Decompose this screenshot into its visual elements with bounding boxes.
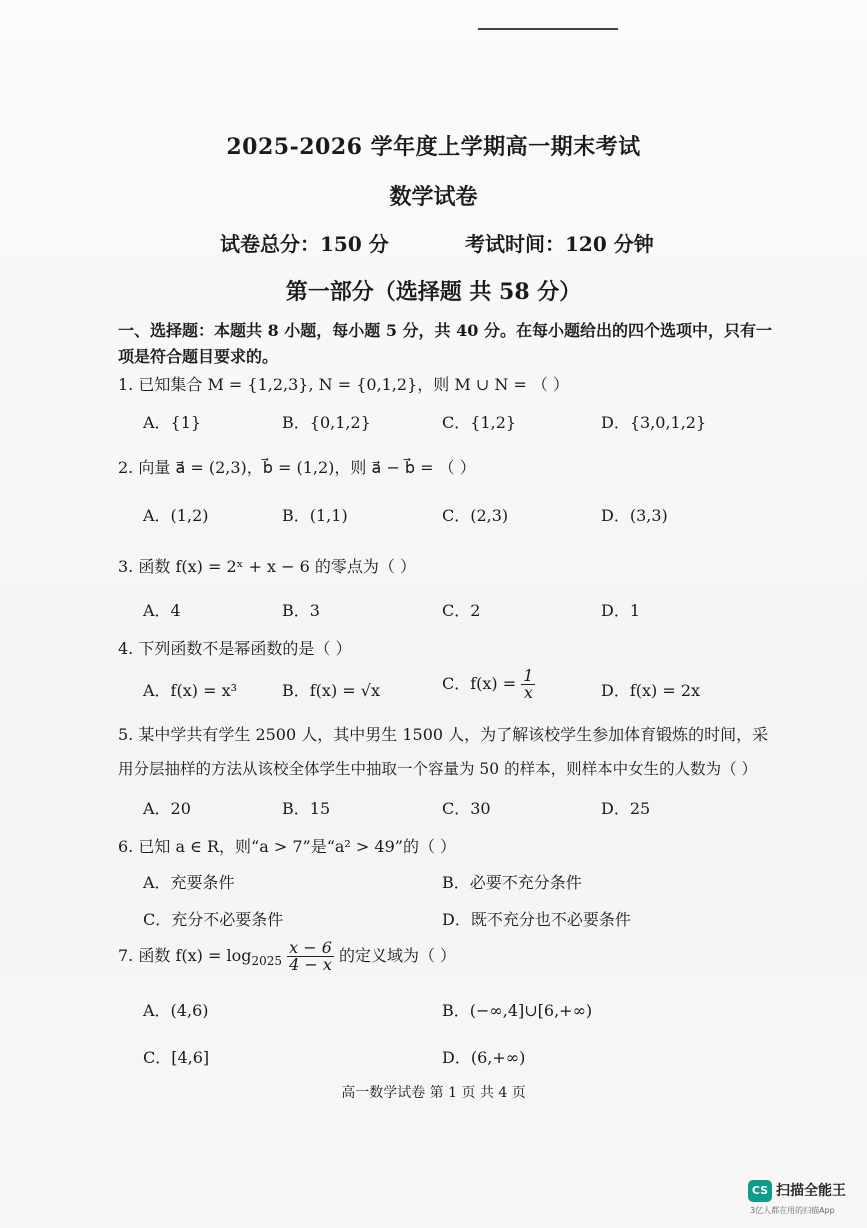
instruction-line-1: 一、选择题：本题共 8 小题，每小题 5 分，共 40 分。在每小题给出的四个选项中，只有一	[118, 321, 772, 340]
question-2-option-b: B．(1,1)	[282, 506, 348, 525]
question-7-fraction	[287, 940, 334, 973]
watermark-tagline: 3亿人都在用的扫描App	[750, 1206, 835, 1215]
section-title: 第一部分（选择题 共 58 分）	[285, 279, 582, 305]
question-6-stem: 6. 已知 a ∈ R，则“a > 7”是“a² > 49”的（ ）	[118, 837, 457, 856]
question-2-option-a: A．(1,2)	[143, 506, 209, 525]
question-3-option-a: A．4	[143, 601, 181, 620]
total-score: 试卷总分：150 分	[220, 232, 389, 256]
question-3-option-b: B．3	[282, 601, 320, 620]
camscanner-logo-icon: CS	[748, 1180, 772, 1202]
question-7-stem-suffix: 的定义域为（ ）	[338, 946, 457, 965]
question-7-option-b: B．(−∞,4]∪[6,+∞)	[442, 1001, 593, 1020]
top-scan-line	[478, 28, 618, 30]
question-1-option-d: D．{3,0,1,2}	[601, 413, 707, 432]
question-7-stem	[118, 940, 456, 973]
question-3-option-c: C．2	[442, 601, 481, 620]
question-7-stem-prefix: 7. 函数 f(x) = log	[118, 946, 252, 965]
question-5-option-b: B．15	[282, 799, 331, 818]
page-footer: 高一数学试卷 第 1 页 共 4 页	[341, 1085, 526, 1101]
question-6-option-c: C．充分不必要条件	[143, 910, 284, 929]
question-7-option-d: D．(6,+∞)	[442, 1048, 526, 1067]
question-6-option-b: B．必要不充分条件	[442, 873, 582, 892]
question-4-option-d: D．f(x) = 2x	[601, 681, 701, 700]
instruction-line-2: 项是符合题目要求的。	[118, 347, 279, 366]
exam-time: 考试时间：120 分钟	[465, 232, 654, 256]
exam-title: 2025-2026 学年度上学期高一期末考试	[226, 134, 641, 160]
fraction-denominator: x	[523, 683, 533, 702]
question-5-stem-line-1: 5. 某中学共有学生 2500 人，其中男生 1500 人，为了解该校学生参加体育锻炼的时间，采	[118, 725, 769, 744]
watermark-name: 扫描全能王	[776, 1183, 846, 1199]
question-4-option-b: B．f(x) = √x	[282, 681, 380, 700]
fraction-numerator: x − 6	[289, 938, 332, 957]
question-1-stem: 1. 已知集合 M = {1,2,3}, N = {0,1,2}，则 M ∪ N = （ ）	[118, 375, 570, 394]
question-6-option-d: D．既不充分也不必要条件	[442, 910, 631, 929]
question-7-option-a: A．(4,6)	[143, 1001, 209, 1020]
question-6-option-a: A．充要条件	[143, 873, 235, 892]
question-2-option-d: D．(3,3)	[601, 506, 668, 525]
question-1-option-a: A．{1}	[143, 413, 202, 432]
question-4-option-c	[442, 668, 535, 701]
question-5-option-a: A．20	[143, 799, 191, 818]
log-base: 2025	[251, 954, 282, 969]
fraction-numerator: 1	[523, 666, 534, 685]
question-4-option-c-fraction	[521, 668, 535, 701]
fraction-denominator: 4 − x	[289, 955, 332, 974]
question-5-option-c: C．30	[442, 799, 491, 818]
question-4-option-c-label: C．f(x) =	[442, 674, 517, 693]
question-4-option-a: A．f(x) = x³	[143, 681, 238, 700]
question-5-stem-line-2: 用分层抽样的方法从该校全体学生中抽取一个容量为 50 的样本，则样本中女生的人数为（ ）	[118, 760, 758, 778]
exam-subtitle: 数学试卷	[389, 184, 478, 210]
question-5-option-d: D．25	[601, 799, 651, 818]
question-2-stem: 2. 向量 a⃗ = (2,3)，b⃗ = (1,2)，则 a⃗ − b⃗ = （ ）	[118, 458, 476, 477]
question-3-option-d: D．1	[601, 601, 641, 620]
question-3-stem: 3. 函数 f(x) = 2ˣ + x − 6 的零点为（ ）	[118, 557, 416, 576]
question-4-stem: 4. 下列函数不是幂函数的是（ ）	[118, 639, 352, 658]
question-1-option-c: C．{1,2}	[442, 413, 517, 432]
question-2-option-c: C．(2,3)	[442, 506, 509, 525]
question-7-option-c: C．[4,6]	[143, 1048, 210, 1067]
question-1-option-b: B．{0,1,2}	[282, 413, 371, 432]
